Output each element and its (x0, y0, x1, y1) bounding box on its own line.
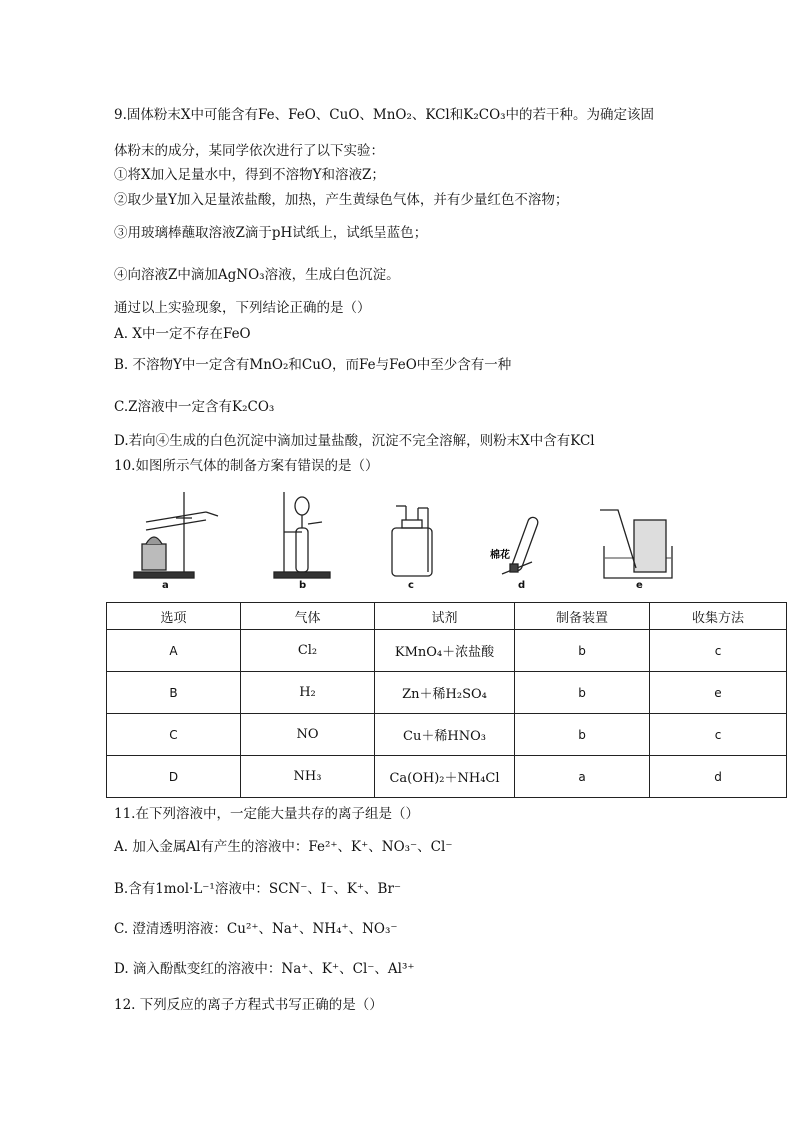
table-row (107, 714, 787, 756)
header-gas: 气体 (241, 603, 375, 630)
q11-option-d: D. 滴入酚酞变红的溶液中：Na⁺、K⁺、Cl⁻、Al³⁺ (114, 961, 415, 977)
figure-label-b: b (299, 580, 307, 591)
q9-prompt: 通过以上实验现象，下列结论正确的是（） (114, 300, 371, 316)
header-option: 选项 (107, 603, 241, 630)
q9-stem-line2: 体粉末的成分，某同学依次进行了以下实验： (114, 143, 384, 159)
figure-label-c: c (408, 580, 414, 591)
figure-label-e: e (636, 580, 643, 591)
cell-collection: c (650, 630, 787, 672)
q10-stem: 10.如图所示气体的制备方案有错误的是（） (114, 458, 379, 474)
q9-option-d: D.若向④生成的白色沉淀中滴加过量盐酸，沉淀不完全溶解，则粉末X中含有KCl (114, 433, 595, 449)
cotton-label: 棉花 (490, 550, 510, 561)
cell-reagent: Cu＋稀HNO₃ (375, 714, 515, 756)
q9-option-a: A. X中一定不存在FeO (114, 326, 251, 342)
cell-device: b (515, 714, 650, 756)
cell-reagent: KMnO₄＋浓盐酸 (375, 630, 515, 672)
q9-option-c: C.Z溶液中一定含有K₂CO₃ (114, 399, 275, 415)
cell-gas: NH₃ (241, 756, 375, 798)
cell-reagent: Zn＋稀H₂SO₄ (375, 672, 515, 714)
cell-device: b (515, 630, 650, 672)
apparatus-c-icon (392, 506, 432, 576)
cell-device: a (515, 756, 650, 798)
apparatus-b-icon (274, 492, 330, 578)
cell-gas: H₂ (241, 672, 375, 714)
cell-collection: d (650, 756, 787, 798)
apparatus-e-icon (600, 510, 672, 578)
apparatus-drawings (106, 486, 786, 596)
table-row (107, 630, 787, 672)
apparatus-a-icon (134, 492, 218, 578)
apparatus-d-icon (502, 516, 539, 574)
cell-option: C (107, 714, 241, 756)
q11-stem: 11.在下列溶液中，一定能大量共存的离子组是（） (114, 806, 419, 822)
cell-option: D (107, 756, 241, 798)
q12-stem: 12. 下列反应的离子方程式书写正确的是（） (114, 997, 383, 1013)
header-collection: 收集方法 (650, 603, 787, 630)
header-reagent: 试剂 (375, 603, 515, 630)
table-row (107, 756, 787, 798)
q11-option-c: C. 澄清透明溶液：Cu²⁺、Na⁺、NH₄⁺、NO₃⁻ (114, 921, 398, 937)
q11-option-b: B.含有1mol·L⁻¹溶液中：SCN⁻、I⁻、K⁺、Br⁻ (114, 881, 402, 897)
header-device: 制备装置 (515, 603, 650, 630)
cell-gas: NO (241, 714, 375, 756)
q9-step3: ③用玻璃棒蘸取溶液Z滴于pH试纸上，试纸呈蓝色； (114, 225, 428, 241)
table-row (107, 672, 787, 714)
cell-collection: e (650, 672, 787, 714)
cell-collection: c (650, 714, 787, 756)
cell-reagent: Ca(OH)₂＋NH₄Cl (375, 756, 515, 798)
cell-option: B (107, 672, 241, 714)
q10-options-table (106, 602, 787, 798)
figure-label-d: d (518, 580, 526, 591)
cell-gas: Cl₂ (241, 630, 375, 672)
table-header-row (107, 603, 787, 630)
cell-device: b (515, 672, 650, 714)
q9-stem-line1: 9.固体粉末X中可能含有Fe、FeO、CuO、MnO₂、KCl和K₂CO₃中的若干种。为确定该固 (114, 107, 655, 123)
cell-option: A (107, 630, 241, 672)
q9-step1: ①将X加入足量水中，得到不溶物Y和溶液Z； (114, 167, 385, 183)
q11-option-a: A. 加入金属Al有产生的溶液中：Fe²⁺、K⁺、NO₃⁻、Cl⁻ (114, 839, 453, 855)
apparatus-figure (106, 486, 786, 596)
q9-option-b: B. 不溶物Y中一定含有MnO₂和CuO，而Fe与FeO中至少含有一种 (114, 357, 512, 373)
q9-step4: ④向溶液Z中滴加AgNO₃溶液，生成白色沉淀。 (114, 267, 400, 283)
figure-label-a: a (162, 580, 169, 591)
q9-step2: ②取少量Y加入足量浓盐酸，加热，产生黄绿色气体，并有少量红色不溶物； (114, 192, 569, 208)
